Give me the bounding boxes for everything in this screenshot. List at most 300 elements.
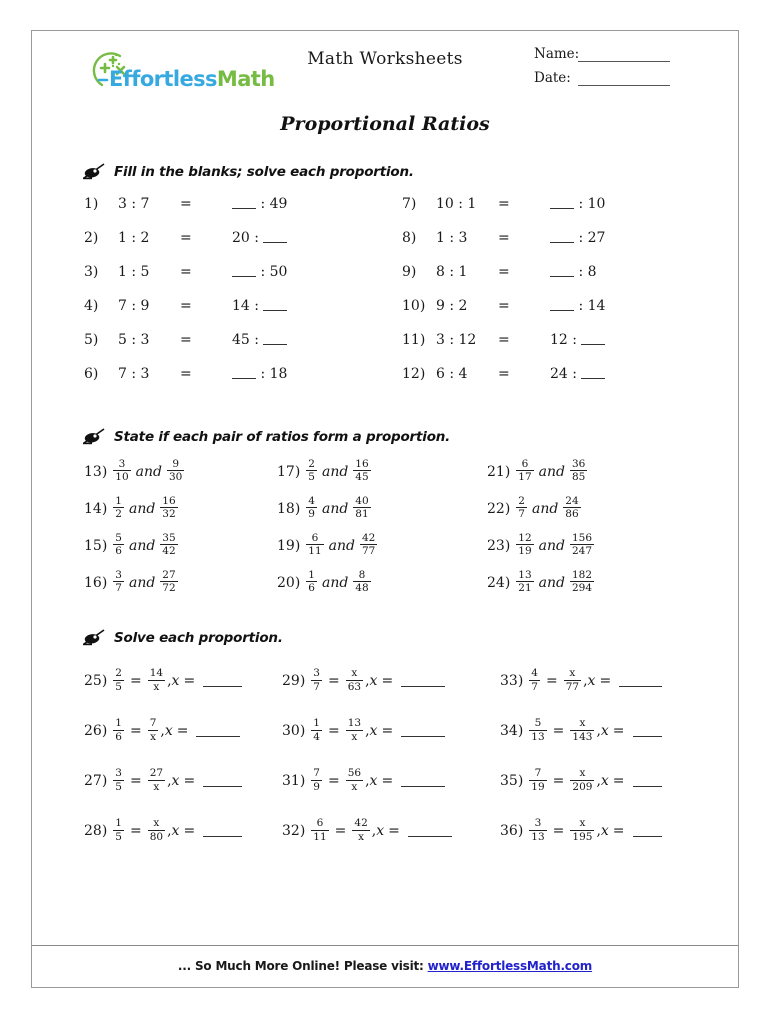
conjunction-and: and — [328, 537, 355, 554]
conjunction-and: and — [538, 463, 565, 480]
problem-row — [84, 806, 242, 856]
equals-sign: = — [498, 264, 510, 280]
numerator: 3 — [115, 568, 122, 581]
numerator: 7 — [149, 717, 157, 730]
problem-row — [84, 230, 352, 264]
problem-row — [282, 806, 452, 856]
denominator: 7 — [531, 680, 538, 693]
numerator: 5 — [115, 531, 122, 544]
numerator: 6 — [516, 458, 533, 471]
page-header — [32, 31, 738, 97]
numerator: 56 — [347, 767, 362, 780]
fraction-right — [570, 767, 594, 793]
section-3-header — [80, 629, 738, 646]
fraction-second — [570, 458, 587, 484]
problem-number: 14) — [84, 500, 108, 517]
denominator: 77 — [565, 680, 580, 693]
x-variable: x — [587, 673, 596, 689]
name-label: Name: — [534, 46, 580, 62]
problem-number: 17) — [277, 463, 301, 480]
equals-sign: = — [129, 823, 142, 839]
denominator: 13 — [531, 830, 545, 843]
x-variable: x — [171, 773, 180, 789]
problem-row — [282, 656, 452, 706]
problem-number: 26) — [84, 723, 108, 739]
comma: , — [583, 673, 588, 689]
problem-row — [84, 366, 352, 400]
equals-sign: = — [498, 230, 510, 246]
problem-number: 6) — [84, 366, 99, 382]
equals-sign: = — [552, 773, 565, 789]
equals-sign: = — [498, 298, 510, 314]
numerator: 6 — [306, 532, 323, 545]
conjunction-and: and — [321, 500, 349, 517]
x-variable: x — [171, 823, 180, 839]
denominator: 17 — [518, 471, 532, 483]
ratio-right-value: 8 — [587, 264, 597, 280]
section-2-column-3 — [435, 453, 638, 601]
problem-row — [84, 706, 242, 756]
fraction-first — [516, 458, 533, 484]
answer-blank[interactable] — [581, 334, 605, 345]
date-label: Date: — [534, 70, 571, 86]
conjunction-and: and — [135, 463, 162, 480]
section-1-column-2 — [352, 196, 672, 400]
fraction-first — [516, 569, 533, 595]
section-2-problems — [32, 453, 738, 601]
name-row — [534, 46, 670, 62]
fraction-second — [160, 532, 177, 558]
fraction-right — [148, 667, 165, 693]
fraction-first — [113, 458, 130, 484]
comma: , — [365, 723, 370, 739]
name-input-line[interactable] — [578, 49, 670, 62]
ratio-right: : 14 — [550, 298, 605, 314]
fraction-left — [529, 717, 546, 743]
fraction-first — [306, 569, 317, 595]
problem-number: 5) — [84, 332, 99, 348]
fraction-second — [570, 569, 594, 595]
denominator: x — [153, 680, 160, 693]
numerator: 182 — [571, 568, 593, 581]
fraction-left — [113, 767, 124, 793]
problem-number: 22) — [487, 500, 511, 517]
denominator: 72 — [162, 582, 176, 594]
answer-blank[interactable] — [550, 300, 574, 311]
numerator: 16 — [162, 494, 176, 507]
ratio-left: 7 : 9 — [118, 298, 150, 314]
numerator: x — [570, 817, 594, 830]
problem-number: 3) — [84, 264, 99, 280]
footer-divider — [32, 945, 738, 946]
denominator: 81 — [355, 508, 369, 520]
ratio-right-value: 20 — [232, 230, 250, 246]
problem-row — [84, 332, 352, 366]
fraction-left — [311, 717, 322, 743]
section-3-column-1 — [32, 656, 242, 856]
answer-blank[interactable] — [263, 334, 287, 345]
ratio-right-value: 49 — [269, 196, 288, 212]
answer-blank[interactable] — [232, 266, 256, 277]
problem-row — [500, 806, 662, 856]
equals-sign: = — [612, 773, 625, 789]
problem-row — [84, 564, 235, 601]
section-1-column-1 — [32, 196, 352, 400]
answer-blank[interactable] — [203, 776, 242, 787]
problem-row — [487, 453, 638, 490]
ratio-right-value: 12 — [550, 332, 568, 348]
answer-blank[interactable] — [633, 776, 662, 787]
problem-number: 35) — [500, 773, 524, 789]
fraction-second — [160, 569, 177, 595]
fraction-right — [148, 717, 159, 743]
x-variable: x — [600, 773, 609, 789]
fraction-first — [306, 532, 323, 558]
equals-sign: = — [381, 773, 394, 789]
problem-number: 31) — [282, 773, 306, 789]
numerator: 42 — [361, 531, 376, 544]
section-1-problems — [32, 196, 738, 400]
equals-sign: = — [498, 366, 510, 382]
fraction-right — [148, 817, 165, 843]
numerator: 1 — [115, 494, 122, 507]
ratio-right-value: 27 — [587, 230, 606, 246]
x-variable: x — [600, 723, 609, 739]
fraction-second — [353, 458, 370, 484]
ratio-left: 10 : 1 — [436, 196, 477, 212]
conjunction-and: and — [128, 500, 156, 517]
problem-row — [282, 756, 452, 806]
ratio-left: 6 : 4 — [436, 366, 468, 382]
numerator: 3 — [113, 458, 130, 471]
problem-row — [277, 564, 435, 601]
fraction-first — [306, 458, 317, 484]
worksheet-title: Math Worksheets — [307, 49, 463, 69]
problem-number: 15) — [84, 537, 108, 554]
equals-sign: = — [183, 823, 196, 839]
fraction-first — [113, 532, 124, 558]
equals-sign: = — [545, 673, 558, 689]
problem-number: 18) — [277, 500, 301, 517]
problem-number: 34) — [500, 723, 524, 739]
x-variable: x — [369, 673, 378, 689]
fraction-right — [564, 667, 581, 693]
equals-sign: = — [498, 332, 510, 348]
problem-number: 2) — [84, 230, 99, 246]
answer-blank[interactable] — [232, 198, 256, 209]
section-2-header — [80, 428, 738, 445]
equals-sign: = — [176, 723, 189, 739]
numerator: 3 — [313, 667, 320, 680]
logo-text-math: Math — [216, 67, 275, 91]
denominator: 294 — [571, 582, 593, 594]
comma: , — [167, 773, 172, 789]
numerator: 4 — [531, 667, 538, 680]
fraction-left — [529, 817, 546, 843]
answer-blank[interactable] — [401, 676, 445, 687]
fraction-left — [113, 817, 124, 843]
numerator: 14 — [149, 667, 164, 680]
problem-number: 19) — [277, 537, 301, 554]
problem-number: 20) — [277, 574, 301, 591]
denominator: 19 — [531, 780, 545, 793]
fraction-first — [306, 495, 317, 521]
numerator: 13 — [518, 568, 532, 581]
answer-blank[interactable] — [550, 198, 574, 209]
fraction-left — [311, 817, 328, 843]
ratio-right-value: 14 — [587, 298, 606, 314]
fraction-right — [346, 667, 363, 693]
fraction-right — [346, 767, 363, 793]
denominator: 5 — [115, 830, 122, 843]
problem-number: 7) — [402, 196, 417, 212]
fraction-right — [346, 717, 363, 743]
denominator: x — [153, 780, 160, 793]
denominator: 32 — [162, 508, 176, 520]
numerator: x — [570, 767, 594, 780]
problem-row — [277, 527, 435, 564]
equals-sign: = — [498, 196, 510, 212]
problem-row — [487, 527, 638, 564]
answer-blank[interactable] — [232, 368, 256, 379]
comma: , — [371, 823, 377, 839]
denominator: 6 — [308, 582, 315, 594]
section-3-instruction: Solve each proportion. — [114, 629, 283, 646]
answer-blank[interactable] — [203, 676, 242, 687]
problem-row — [277, 453, 435, 490]
problem-number: 9) — [402, 264, 417, 280]
answer-blank[interactable] — [203, 826, 242, 837]
equals-sign: = — [129, 723, 142, 739]
problem-row — [84, 490, 235, 527]
ratio-right: : 49 — [232, 196, 287, 212]
answer-blank[interactable] — [263, 300, 287, 311]
problem-row — [84, 527, 235, 564]
problem-row — [402, 230, 672, 264]
numerator: 16 — [355, 457, 369, 470]
denominator: 247 — [571, 545, 593, 557]
equals-sign: = — [334, 823, 347, 839]
ratio-right-value: 24 — [550, 366, 568, 382]
numerator: 24 — [565, 494, 579, 507]
fraction-left — [113, 667, 124, 693]
fraction-second — [570, 532, 594, 558]
ratio-left: 1 : 2 — [118, 230, 150, 246]
date-input-line[interactable] — [578, 73, 670, 86]
answer-blank[interactable] — [196, 726, 240, 737]
problem-number: 23) — [487, 537, 511, 554]
equals-sign: = — [180, 332, 192, 348]
answer-blank[interactable] — [401, 726, 445, 737]
comma: , — [596, 823, 601, 839]
problem-number: 4) — [84, 298, 99, 314]
footer-text: ... So Much More Online! Please visit: — [177, 959, 424, 973]
ratio-left: 3 : 7 — [118, 196, 150, 212]
equals-sign: = — [327, 723, 340, 739]
problem-number: 10) — [402, 298, 426, 314]
problem-row — [402, 298, 672, 332]
problem-number: 13) — [84, 463, 108, 480]
numerator: 9 — [167, 458, 184, 471]
ratio-right: 14 : — [232, 298, 287, 314]
answer-blank[interactable] — [619, 676, 662, 687]
denominator: 4 — [313, 730, 320, 743]
problem-row — [277, 490, 435, 527]
problem-row — [500, 706, 662, 756]
denominator: 5 — [115, 680, 122, 693]
fraction-left — [529, 767, 546, 793]
problem-number: 30) — [282, 723, 306, 739]
equals-sign: = — [180, 230, 192, 246]
answer-blank[interactable] — [408, 826, 452, 837]
numerator: 5 — [529, 717, 546, 730]
problem-row — [84, 656, 242, 706]
answer-blank[interactable] — [550, 232, 574, 243]
conjunction-and: and — [538, 574, 565, 591]
problem-row — [500, 656, 662, 706]
ratio-right: : 10 — [550, 196, 605, 212]
denominator: x — [358, 830, 365, 843]
problem-row — [282, 706, 452, 756]
denominator: 30 — [168, 471, 183, 483]
name-date-block — [534, 46, 670, 94]
denominator: x — [351, 730, 358, 743]
problem-row — [84, 264, 352, 298]
numerator: 2 — [308, 457, 315, 470]
pen-nib-icon — [80, 428, 106, 445]
problem-row — [402, 366, 672, 400]
equals-sign: = — [129, 773, 142, 789]
answer-blank[interactable] — [550, 266, 574, 277]
problem-number: 12) — [402, 366, 426, 382]
ratio-left: 3 : 12 — [436, 332, 477, 348]
ratio-right: : 18 — [232, 366, 287, 382]
denominator: 10 — [115, 471, 129, 483]
section-3-problems — [32, 656, 738, 856]
denominator: 7 — [313, 680, 320, 693]
equals-sign: = — [599, 673, 612, 689]
numerator: 27 — [162, 568, 176, 581]
fraction-second — [167, 458, 184, 484]
numerator: 36 — [571, 457, 586, 470]
section-3-column-3 — [452, 656, 662, 856]
problem-number: 32) — [282, 823, 306, 839]
ratio-right-value: 10 — [587, 196, 606, 212]
problem-number: 33) — [500, 673, 524, 689]
denominator: 6 — [115, 545, 122, 557]
conjunction-and: and — [531, 500, 559, 517]
fraction-left — [311, 667, 322, 693]
x-variable: x — [369, 773, 378, 789]
comma: , — [596, 723, 601, 739]
ratio-right: : 27 — [550, 230, 605, 246]
page-footer — [32, 959, 738, 973]
ratio-right-value: 18 — [269, 366, 288, 382]
ratio-left: 5 : 3 — [118, 332, 150, 348]
section-2-column-2 — [235, 453, 435, 601]
fraction-left — [529, 667, 540, 693]
denominator: 143 — [572, 730, 593, 743]
numerator: 12 — [518, 531, 532, 544]
equals-sign: = — [552, 723, 565, 739]
denominator: 48 — [355, 582, 369, 594]
fraction-left — [113, 717, 124, 743]
section-1-header — [80, 163, 738, 180]
answer-blank[interactable] — [401, 776, 445, 787]
problem-row — [402, 196, 672, 230]
ratio-left: 7 : 3 — [118, 366, 150, 382]
pen-nib-icon — [80, 629, 106, 646]
problem-number: 8) — [402, 230, 417, 246]
numerator: 3 — [529, 817, 546, 830]
denominator: 9 — [313, 780, 320, 793]
numerator: 27 — [149, 767, 164, 780]
comma: , — [365, 773, 370, 789]
equals-sign: = — [129, 673, 142, 689]
equals-sign: = — [183, 773, 196, 789]
numerator: 1 — [115, 817, 122, 830]
ratio-left: 1 : 3 — [436, 230, 468, 246]
equals-sign: = — [180, 264, 192, 280]
numerator: 40 — [355, 494, 369, 507]
problem-row — [487, 564, 638, 601]
problem-row — [402, 332, 672, 366]
equals-sign: = — [552, 823, 565, 839]
numerator: 1 — [308, 568, 315, 581]
fraction-first — [516, 495, 527, 521]
numerator: 7 — [529, 767, 546, 780]
equals-sign: = — [612, 823, 625, 839]
problem-number: 36) — [500, 823, 524, 839]
ratio-right: 24 : — [550, 366, 605, 382]
equals-sign: = — [612, 723, 625, 739]
equals-sign: = — [180, 298, 192, 314]
answer-blank[interactable] — [263, 232, 287, 243]
x-variable: x — [376, 823, 385, 839]
equals-sign: = — [327, 773, 340, 789]
x-variable: x — [369, 723, 378, 739]
answer-blank[interactable] — [633, 826, 662, 837]
comma: , — [160, 723, 165, 739]
logo-wordmark — [109, 67, 275, 91]
problem-row — [84, 453, 235, 490]
equals-sign: = — [381, 673, 394, 689]
denominator: 77 — [361, 545, 376, 557]
equals-sign: = — [327, 673, 340, 689]
problem-number: 16) — [84, 574, 108, 591]
answer-blank[interactable] — [581, 368, 605, 379]
effortlessmath-link[interactable]: www.EffortlessMath.com — [427, 959, 593, 973]
problem-number: 21) — [487, 463, 511, 480]
x-variable: x — [171, 673, 180, 689]
fraction-second — [360, 532, 377, 558]
numerator: 2 — [518, 494, 525, 507]
numerator: 6 — [311, 817, 328, 830]
numerator: 1 — [313, 717, 320, 730]
equals-sign: = — [183, 673, 196, 689]
conjunction-and: and — [128, 537, 156, 554]
denominator: x — [351, 780, 358, 793]
problem-number: 27) — [84, 773, 108, 789]
denominator: 45 — [355, 471, 369, 483]
fraction-left — [311, 767, 322, 793]
problem-number: 1) — [84, 196, 99, 212]
fraction-second — [353, 569, 370, 595]
page-title: Proportional Ratios — [280, 113, 490, 135]
answer-blank[interactable] — [633, 726, 662, 737]
ratio-left: 9 : 2 — [436, 298, 468, 314]
problem-row — [487, 490, 638, 527]
